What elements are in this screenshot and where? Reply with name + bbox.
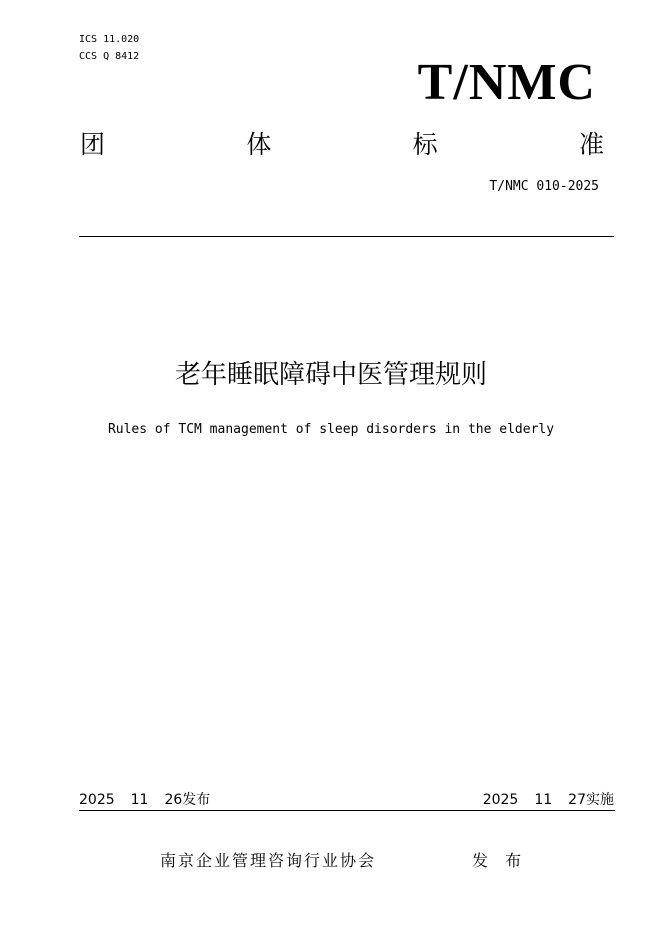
publish-month: 11 — [130, 792, 149, 808]
standard-logo: T/NMC — [417, 54, 596, 111]
category-char: 标 — [412, 130, 438, 159]
effective-label: 实施 — [586, 792, 614, 808]
category-char: 准 — [578, 130, 604, 159]
publish-date — [79, 790, 210, 810]
publish-day: 26 — [164, 792, 183, 808]
publish-label: 发布 — [182, 792, 211, 808]
publisher-publish-label: 发 布 — [472, 851, 528, 870]
effective-month: 11 — [534, 792, 553, 808]
standard-number: T/NMC 010-2025 — [489, 179, 599, 194]
effective-date — [483, 790, 614, 810]
title-english: Rules of TCM management of sleep disorders in the elderly — [107, 422, 555, 437]
bottom-divider — [79, 810, 615, 811]
standard-category — [80, 128, 604, 162]
top-divider — [79, 236, 614, 237]
ics-code: ICS 11.020 — [79, 34, 140, 45]
title-chinese: 老年睡眠障碍中医管理规则 — [174, 360, 487, 390]
effective-day: 27 — [568, 792, 586, 808]
publish-year: 2025 — [79, 792, 115, 808]
effective-year: 2025 — [482, 792, 519, 808]
category-char: 体 — [246, 130, 272, 159]
ccs-code: CCS Q 8412 — [79, 51, 140, 62]
publisher-name: 南京企业管理咨询行业协会 — [160, 851, 377, 870]
category-char: 团 — [80, 130, 106, 159]
